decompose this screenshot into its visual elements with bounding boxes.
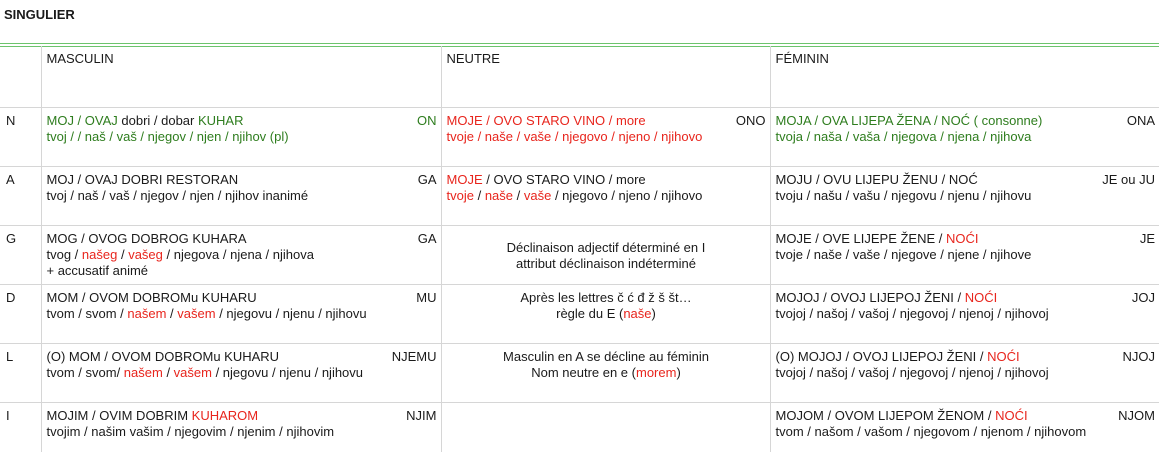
cell-neutre: MOJE / OVO STARO VINO / more ONO tvoje / naše / vaše / njegovo / njeno / njihovo [441,108,770,167]
header-masculin: MASCULIN [41,46,441,108]
header-feminin: FÉMININ [770,46,1159,108]
cell-feminin: MOJA / OVA LIJEPA ŽENA / NOĆ ( consonne) ONA tvoja / naša / vaša / njegova / njena / njihova [770,108,1159,167]
pronoun-tag: NJEMU [391,349,437,364]
case-label: I [0,403,41,453]
pronoun-tag: NJIM [406,408,437,423]
case-label: A [0,167,41,226]
cell-feminin: (O) MOJOJ / OVOJ LIJEPOJ ŽENI / NOĆI NJOJ tvojoj / našoj / vašoj / njegovoj / njenoj / njihovoj [770,344,1159,403]
cell-feminin: MOJE / OVE LIJEPE ŽENE / NOĆI JE tvoje / naše / vaše / njegove / njene / njihove [770,226,1159,285]
pronoun-tag: NJOM [1118,408,1155,423]
row-dative [0,285,1159,344]
declension-table [0,46,1159,452]
cell-neutre-note: Masculin en A se décline au féminin Nom neutre en e (morem) [441,344,770,403]
pronoun-tag: JOJ [1131,290,1155,305]
cell-neutre-note: Après les lettres č ć đ ž š št… règle du E (naše) [441,285,770,344]
cell-masculin: MOG / OVOG DOBROG KUHARA GA tvog / našeg / vašeg / njegova / njena / njihova + accusatif animé [41,226,441,285]
pronoun-tag: ON [417,113,437,128]
pronoun-tag: MU [416,290,437,305]
row-genitive [0,226,1159,285]
pronoun-tag: ONA [1126,113,1155,128]
pronoun-tag: JE ou JU [1102,172,1155,187]
cell-neutre: MOJE / OVO STARO VINO / more tvoje / naše / vaše / njegovo / njeno / njihovo [441,167,770,226]
case-label: G [0,226,41,285]
row-locative [0,344,1159,403]
header-neutre: NEUTRE [441,46,770,108]
case-label: L [0,344,41,403]
cell-feminin: MOJOM / OVOM LIJEPOM ŽENOM / NOĆI NJOM tvom / našom / vašom / njegovom / njenom / njihovom [775,408,1155,439]
cell-neutre-empty [441,403,770,453]
pronoun-tag: GA [417,231,437,246]
cell-masculin: MOJ / OVAJ dobri / dobar KUHAR ON tvoj / / naš / vaš / njegov / njen / njihov (pl) [41,108,441,167]
header-rule-top [0,43,1159,44]
pronoun-tag: ONO [735,113,766,128]
row-instrumental [0,403,1159,453]
row-nominative [0,108,1159,167]
row-accusative [0,167,1159,226]
cell-masculin: MOJ / OVAJ DOBRI RESTORAN GA tvoj / naš / vaš / njegov / njen / njihov inanimé [41,167,441,226]
case-label: N [0,108,41,167]
pronoun-tag: GA [417,172,437,187]
cell-feminin: MOJU / OVU LIJEPU ŽENU / NOĆ JE ou JU tvoju / našu / vašu / njegovu / njenu / njihovu [770,167,1159,226]
section-title: SINGULIER [4,7,75,22]
cell-neutre-note: Déclinaison adjectif déterminé en I attribut déclinaison indéterminé [441,226,770,285]
pronoun-tag: JE [1139,231,1155,246]
header-row [0,46,1159,108]
corner-cell [0,46,41,108]
cell-masculin: (O) MOM / OVOM DOBROMu KUHARU NJEMU tvom / svom/ našem / vašem / njegovu / njenu / njihovu [41,344,441,403]
cell-masculin: MOJIM / OVIM DOBRIM KUHAROM NJIM tvojim / našim vašim / njegovim / njenim / njihovim [41,403,441,453]
cell-feminin: MOJOJ / OVOJ LIJEPOJ ŽENI / NOĆI JOJ tvojoj / našoj / vašoj / njegovoj / njenoj / njihovoj [770,285,1159,344]
pronoun-tag: NJOJ [1122,349,1155,364]
case-label: D [0,285,41,344]
cell-masculin: MOM / OVOM DOBROMu KUHARU MU tvom / svom / našem / vašem / njegovu / njenu / njihovu [41,285,441,344]
